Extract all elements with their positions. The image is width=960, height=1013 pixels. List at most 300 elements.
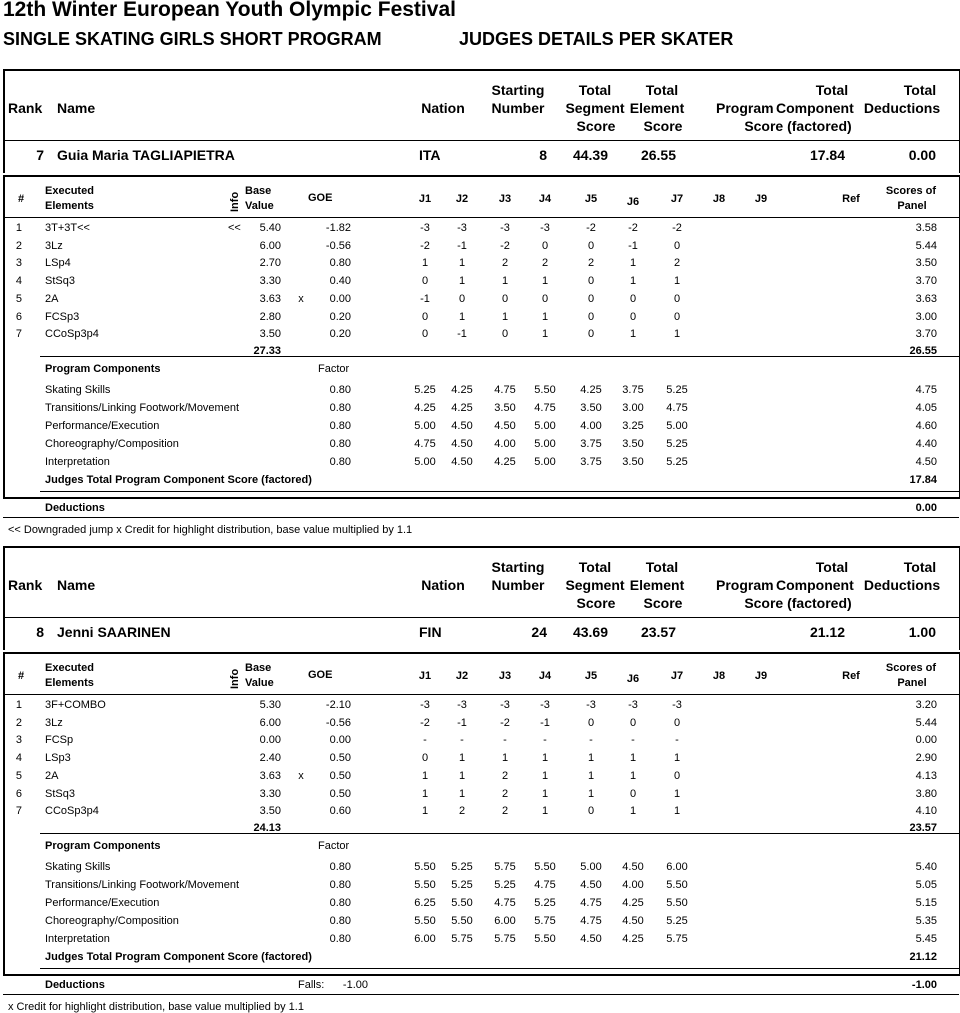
element-code: 3Lz <box>45 239 63 252</box>
header-hash: # <box>18 193 25 205</box>
element-judge-score: 1 <box>541 805 549 818</box>
header-judge: J8 <box>712 193 726 205</box>
element-goe: 0.50 <box>329 769 351 782</box>
pc-judge-score: 5.75 <box>494 861 516 873</box>
deductions-label: Deductions <box>45 979 105 991</box>
elements-header-divider <box>3 694 959 695</box>
element-judge-score: -1 <box>420 292 430 305</box>
pc-label: Transitions/Linking Footwork/Movement <box>45 402 240 414</box>
element-panel-score: 3.58 <box>915 222 937 234</box>
pc-judge-score: 4.25 <box>451 384 473 396</box>
header-judge: J4 <box>538 670 552 682</box>
header-total-pcs: Total <box>815 82 849 98</box>
page-subtitle-right: JUDGES DETAILS PER SKATER <box>459 29 734 49</box>
pc-judge-score: 5.75 <box>451 933 473 945</box>
pc-factor: 0.80 <box>329 420 351 432</box>
pc-judge-score: 3.75 <box>622 384 644 396</box>
element-goe: -0.56 <box>325 239 351 252</box>
element-judge-score: 1 <box>541 787 549 800</box>
header-program: Program <box>716 100 774 116</box>
pc-judge-score: 4.75 <box>534 402 556 414</box>
pc-panel-score: 4.60 <box>915 420 937 432</box>
element-goe: 0.20 <box>329 328 351 341</box>
element-judge-score: 0 <box>587 328 595 341</box>
pc-judge-score: 4.75 <box>666 402 688 414</box>
skater-start-number: 24 <box>531 624 547 640</box>
header-judge: J5 <box>584 670 598 682</box>
element-goe: 0.50 <box>329 787 351 800</box>
pc-judge-score: 5.50 <box>534 933 556 945</box>
pc-judge-score: 5.25 <box>666 438 688 450</box>
header-value: Value <box>245 200 274 212</box>
pc-judge-score: 4.50 <box>580 879 602 891</box>
element-judge-score: 0 <box>629 310 637 323</box>
element-judge-score: - <box>631 734 635 747</box>
element-judge-score: 1 <box>629 257 637 270</box>
pc-judge-score: 4.75 <box>534 879 556 891</box>
element-judge-score: 1 <box>458 787 466 800</box>
element-judge-score: 1 <box>673 275 681 288</box>
pc-factor: 0.80 <box>329 915 351 927</box>
element-judge-score: 1 <box>458 310 466 323</box>
pc-panel-score: 5.40 <box>915 861 937 873</box>
header-total-element: Total <box>645 82 679 98</box>
header-starting: Starting <box>491 559 545 575</box>
element-judge-score: 1 <box>458 752 466 765</box>
pc-factor-header: Factor <box>318 840 350 852</box>
pc-judge-score: 5.25 <box>666 915 688 927</box>
pc-judge-score: 5.00 <box>414 456 436 468</box>
pc-judge-score: 4.25 <box>414 402 436 414</box>
element-judge-score: 1 <box>629 805 637 818</box>
element-judge-score: 1 <box>501 275 509 288</box>
header-starting: Starting <box>491 82 545 98</box>
pc-panel-score: 5.35 <box>915 915 937 927</box>
header-segment: Segment <box>565 100 625 116</box>
element-base-value: 2.40 <box>259 752 281 765</box>
skater-segment-score: 44.39 <box>572 147 608 163</box>
element-judge-score: -2 <box>500 716 510 729</box>
element-judge-score: 2 <box>501 257 509 270</box>
element-number: 4 <box>15 275 22 288</box>
element-goe: -2.10 <box>325 699 351 711</box>
skater-nation: ITA <box>419 147 441 163</box>
header-rank: Rank <box>8 100 43 116</box>
element-judge-score: -3 <box>420 222 430 234</box>
element-number: 1 <box>15 699 22 711</box>
element-goe: 0.60 <box>329 805 351 818</box>
pc-judge-score: 3.50 <box>622 438 644 450</box>
element-judge-score: 1 <box>629 769 637 782</box>
header-scores-of: Scores of <box>885 662 937 674</box>
element-judge-score: 2 <box>501 769 509 782</box>
pc-judge-score: 4.75 <box>580 915 602 927</box>
element-panel-score: 4.13 <box>915 769 937 782</box>
pc-judge-score: 4.50 <box>451 420 473 432</box>
pc-judge-score: 5.50 <box>414 861 436 873</box>
element-judge-score: - <box>543 734 547 747</box>
element-judge-score: - <box>675 734 679 747</box>
header-base: Base <box>245 185 272 197</box>
element-judge-score: -2 <box>500 239 510 252</box>
element-base-value: 3.50 <box>259 328 281 341</box>
element-judge-score: 1 <box>541 275 549 288</box>
element-judge-score: 1 <box>673 805 681 818</box>
element-judge-score: 0 <box>587 310 595 323</box>
element-judge-score: -1 <box>457 716 467 729</box>
element-judge-score: 2 <box>501 787 509 800</box>
element-panel-score: 3.70 <box>915 275 937 288</box>
element-judge-score: -2 <box>420 716 430 729</box>
header-judge: J6 <box>626 673 640 685</box>
skater-element-score: 23.57 <box>640 624 676 640</box>
skater-deductions: 1.00 <box>908 624 936 640</box>
pc-judge-score: 5.50 <box>451 897 473 909</box>
element-code: StSq3 <box>45 275 75 288</box>
pc-judge-score: 4.25 <box>580 384 602 396</box>
base-value-total: 24.13 <box>253 822 281 834</box>
header-executed: Executed <box>45 662 94 674</box>
pc-panel-score: 5.05 <box>915 879 937 891</box>
pc-panel-score: 5.15 <box>915 897 937 909</box>
pc-judge-score: 5.25 <box>494 879 516 891</box>
pc-judge-score: 3.00 <box>622 402 644 414</box>
element-judge-score: -3 <box>420 699 430 711</box>
element-judge-score: 0 <box>587 716 595 729</box>
element-goe: 0.50 <box>329 752 351 765</box>
element-judge-score: 1 <box>541 752 549 765</box>
pc-factor: 0.80 <box>329 438 351 450</box>
header-judge: J7 <box>670 670 684 682</box>
element-code: 2A <box>45 769 59 782</box>
panel-total: 26.55 <box>909 345 937 357</box>
header-judge: J4 <box>538 193 552 205</box>
deductions-divider <box>3 994 959 995</box>
pc-judge-score: 5.75 <box>494 933 516 945</box>
header-judge: J7 <box>670 193 684 205</box>
element-goe: 0.20 <box>329 310 351 323</box>
element-number: 2 <box>15 716 22 729</box>
element-code: FCSp3 <box>45 310 80 323</box>
pc-label: Interpretation <box>45 933 110 945</box>
element-judge-score: -2 <box>672 222 682 234</box>
pc-panel-score: 4.05 <box>915 402 937 414</box>
skater-name: Guia Maria TAGLIAPIETRA <box>57 147 235 163</box>
pc-panel-score: 4.40 <box>915 438 937 450</box>
skater-section <box>0 477 960 1013</box>
header-judge: J8 <box>712 670 726 682</box>
element-number: 4 <box>15 752 22 765</box>
pc-judge-score: 5.75 <box>666 933 688 945</box>
element-judge-score: -1 <box>628 239 638 252</box>
header-elements: Elements <box>45 677 94 689</box>
element-panel-score: 3.80 <box>915 787 937 800</box>
header-hash: # <box>18 670 25 682</box>
footnote: << Downgraded jump x Credit for highlight distribution, base value multiplied by 1.1 <box>8 524 413 536</box>
falls-value: -1.00 <box>342 979 368 991</box>
header-judge: J6 <box>626 196 640 208</box>
skater-rank: 8 <box>36 624 44 640</box>
element-judge-score: -3 <box>500 699 510 711</box>
header-elements: Elements <box>45 200 94 212</box>
element-judge-score: 1 <box>629 275 637 288</box>
element-judge-score: 0 <box>541 239 549 252</box>
pc-judge-score: 4.75 <box>494 384 516 396</box>
element-panel-score: 4.10 <box>915 805 937 818</box>
element-code: LSp3 <box>45 752 71 765</box>
element-goe: -0.56 <box>325 716 351 729</box>
element-bonus-flag: x <box>298 292 304 305</box>
pc-judge-score: 3.50 <box>580 402 602 414</box>
element-judge-score: 0 <box>587 239 595 252</box>
element-judge-score: -3 <box>628 699 638 711</box>
base-value-total: 27.33 <box>253 345 281 357</box>
element-base-value: 6.00 <box>259 239 281 252</box>
element-number: 1 <box>15 222 22 234</box>
element-code: FCSp <box>45 734 74 747</box>
header-element-score: Score <box>643 595 683 611</box>
element-number: 3 <box>15 257 22 270</box>
element-info: << <box>228 222 241 234</box>
header-panel: Panel <box>897 677 927 689</box>
header-value: Value <box>245 677 274 689</box>
pc-judge-score: 4.25 <box>622 933 644 945</box>
element-judge-score: 1 <box>587 787 595 800</box>
element-judge-score: 2 <box>673 257 681 270</box>
pc-label: Skating Skills <box>45 384 111 396</box>
pc-label: Choreography/Composition <box>45 915 179 927</box>
pc-judge-score: 5.00 <box>580 861 602 873</box>
element-panel-score: 5.44 <box>915 239 937 252</box>
pc-label: Interpretation <box>45 456 110 468</box>
header-judge: J1 <box>418 193 432 205</box>
pc-factor: 0.80 <box>329 384 351 396</box>
element-judge-score: 0 <box>587 805 595 818</box>
header-number: Number <box>491 577 545 593</box>
element-base-value: 5.30 <box>259 699 281 711</box>
header-segment-score: Score <box>576 118 616 134</box>
header-ref: Ref <box>842 670 860 682</box>
element-number: 5 <box>15 292 22 305</box>
pc-judge-score: 4.50 <box>451 456 473 468</box>
header-goe: GOE <box>308 192 333 204</box>
element-code: CCoSp3p4 <box>45 328 99 341</box>
element-judge-score: -3 <box>500 222 510 234</box>
page-title: 12th Winter European Youth Olympic Festival <box>3 0 456 21</box>
element-goe: -1.82 <box>325 222 351 234</box>
skater-segment-score: 43.69 <box>572 624 608 640</box>
pc-judge-score: 4.50 <box>580 933 602 945</box>
element-judge-score: 2 <box>587 257 595 270</box>
pc-judge-score: 5.25 <box>451 861 473 873</box>
falls-label: Falls: <box>298 979 325 991</box>
element-judge-score: 0 <box>673 239 681 252</box>
pc-judge-score: 5.50 <box>451 915 473 927</box>
pc-judge-score: 4.00 <box>622 879 644 891</box>
element-judge-score: -2 <box>628 222 638 234</box>
header-score-factored: Score (factored) <box>744 595 852 611</box>
element-judge-score: 1 <box>629 752 637 765</box>
element-judge-score: 1 <box>629 328 637 341</box>
header-base: Base <box>245 662 272 674</box>
pc-judge-score: 5.50 <box>534 384 556 396</box>
pc-judge-score: 4.50 <box>494 420 516 432</box>
pc-judges-total-label: Judges Total Program Component Score (factored) <box>45 474 312 486</box>
skater-name: Jenni SAARINEN <box>57 624 171 640</box>
element-panel-score: 3.00 <box>915 310 937 323</box>
header-ref: Ref <box>842 193 860 205</box>
header-total-ded: Total <box>903 559 937 575</box>
pc-judge-score: 5.00 <box>534 438 556 450</box>
header-element-score: Score <box>643 118 683 134</box>
elements-header-divider <box>3 217 959 218</box>
pc-judge-score: 4.75 <box>494 897 516 909</box>
header-info: Info <box>229 668 241 689</box>
pc-judge-score: 5.50 <box>666 897 688 909</box>
element-judge-score: 0 <box>629 716 637 729</box>
pc-judge-score: 5.00 <box>666 420 688 432</box>
pc-factor: 0.80 <box>329 879 351 891</box>
element-code: 2A <box>45 292 59 305</box>
pc-judge-score: 4.25 <box>622 897 644 909</box>
element-judge-score: 1 <box>673 787 681 800</box>
details-box <box>3 175 960 499</box>
element-judge-score: -3 <box>457 222 467 234</box>
pc-judge-score: 5.50 <box>666 879 688 891</box>
pc-total-divider <box>40 968 959 969</box>
header-total-pcs: Total <box>815 559 849 575</box>
header-executed: Executed <box>45 185 94 197</box>
header-judge: J3 <box>498 670 512 682</box>
pc-factor: 0.80 <box>329 456 351 468</box>
element-judge-score: - <box>423 734 427 747</box>
element-base-value: 2.80 <box>259 310 281 323</box>
element-panel-score: 3.50 <box>915 257 937 270</box>
element-judge-score: 0 <box>421 328 429 341</box>
element-judge-score: 1 <box>421 257 429 270</box>
element-judge-score: 1 <box>673 752 681 765</box>
element-number: 5 <box>15 769 22 782</box>
element-number: 7 <box>15 328 22 341</box>
element-panel-score: 3.63 <box>915 292 937 305</box>
pc-judges-total-label: Judges Total Program Component Score (factored) <box>45 951 312 963</box>
element-judge-score: -1 <box>540 716 550 729</box>
skater-deductions: 0.00 <box>908 147 936 163</box>
pc-judge-score: 4.25 <box>451 402 473 414</box>
element-judge-score: 0 <box>421 310 429 323</box>
element-base-value: 2.70 <box>259 257 281 270</box>
skater-element-score: 26.55 <box>640 147 676 163</box>
element-judge-score: 1 <box>458 769 466 782</box>
deductions-total: 0.00 <box>915 502 937 514</box>
element-code: LSp4 <box>45 257 71 270</box>
header-nation: Nation <box>421 577 465 593</box>
pc-judge-score: 5.25 <box>534 897 556 909</box>
header-element: Element <box>629 577 685 593</box>
element-judge-score: -1 <box>457 239 467 252</box>
pc-judge-score: 6.00 <box>414 933 436 945</box>
element-judge-score: -2 <box>420 239 430 252</box>
element-goe: 0.40 <box>329 275 351 288</box>
pc-judge-score: 3.50 <box>494 402 516 414</box>
element-judge-score: 1 <box>458 275 466 288</box>
header-number: Number <box>491 100 545 116</box>
pc-label: Choreography/Composition <box>45 438 179 450</box>
pc-judge-score: 4.25 <box>494 456 516 468</box>
header-name: Name <box>57 577 96 593</box>
skater-pcs-score: 17.84 <box>809 147 845 163</box>
element-base-value: 0.00 <box>259 734 281 747</box>
element-number: 6 <box>15 787 22 800</box>
pc-judges-total-value: 21.12 <box>909 951 937 963</box>
element-judge-score: 1 <box>587 752 595 765</box>
element-panel-score: 3.70 <box>915 328 937 341</box>
element-judge-score: 1 <box>421 787 429 800</box>
element-base-value: 3.50 <box>259 805 281 818</box>
element-judge-score: 0 <box>587 292 595 305</box>
header-element: Element <box>629 100 685 116</box>
element-number: 6 <box>15 310 22 323</box>
skater-nation: FIN <box>419 624 442 640</box>
element-judge-score: -2 <box>586 222 596 234</box>
header-judge: J2 <box>455 193 469 205</box>
element-judge-score: -3 <box>540 699 550 711</box>
pc-judge-score: 3.75 <box>580 456 602 468</box>
pc-judge-score: 5.50 <box>534 861 556 873</box>
element-judge-score: - <box>460 734 464 747</box>
element-number: 7 <box>15 805 22 818</box>
deductions-total: -1.00 <box>911 979 937 991</box>
details-box <box>3 652 960 976</box>
page-subtitle-left: SINGLE SKATING GIRLS SHORT PROGRAM <box>3 29 382 49</box>
element-base-value: 3.63 <box>259 769 281 782</box>
element-judge-score: -3 <box>672 699 682 711</box>
pc-judge-score: 4.75 <box>580 897 602 909</box>
pc-factor-header: Factor <box>318 363 350 375</box>
pc-judge-score: 5.50 <box>414 915 436 927</box>
header-judge: J2 <box>455 670 469 682</box>
element-judge-score: 0 <box>421 752 429 765</box>
element-panel-score: 3.20 <box>915 699 937 711</box>
pc-panel-score: 4.75 <box>915 384 937 396</box>
header-name: Name <box>57 100 96 116</box>
element-judge-score: 0 <box>673 716 681 729</box>
element-panel-score: 0.00 <box>915 734 937 747</box>
element-judge-score: 0 <box>673 310 681 323</box>
summary-divider <box>3 617 959 618</box>
elements-total-divider <box>40 833 959 834</box>
skater-pcs-score: 21.12 <box>809 624 845 640</box>
elements-total-divider <box>40 356 959 357</box>
header-total-element: Total <box>645 559 679 575</box>
element-judge-score: 0 <box>673 292 681 305</box>
element-judge-score: - <box>589 734 593 747</box>
pc-judge-score: 6.00 <box>666 861 688 873</box>
header-score-factored: Score (factored) <box>744 118 852 134</box>
element-judge-score: 0 <box>541 292 549 305</box>
header-scores-of: Scores of <box>885 185 937 197</box>
element-bonus-flag: x <box>298 769 304 782</box>
element-judge-score: 1 <box>541 769 549 782</box>
pc-judge-score: 4.00 <box>580 420 602 432</box>
pc-judge-score: 6.00 <box>494 915 516 927</box>
element-judge-score: 0 <box>501 328 509 341</box>
pc-judge-score: 5.00 <box>414 420 436 432</box>
element-judge-score: 0 <box>629 292 637 305</box>
element-judge-score: 1 <box>501 752 509 765</box>
element-number: 2 <box>15 239 22 252</box>
skater-rank: 7 <box>36 147 44 163</box>
